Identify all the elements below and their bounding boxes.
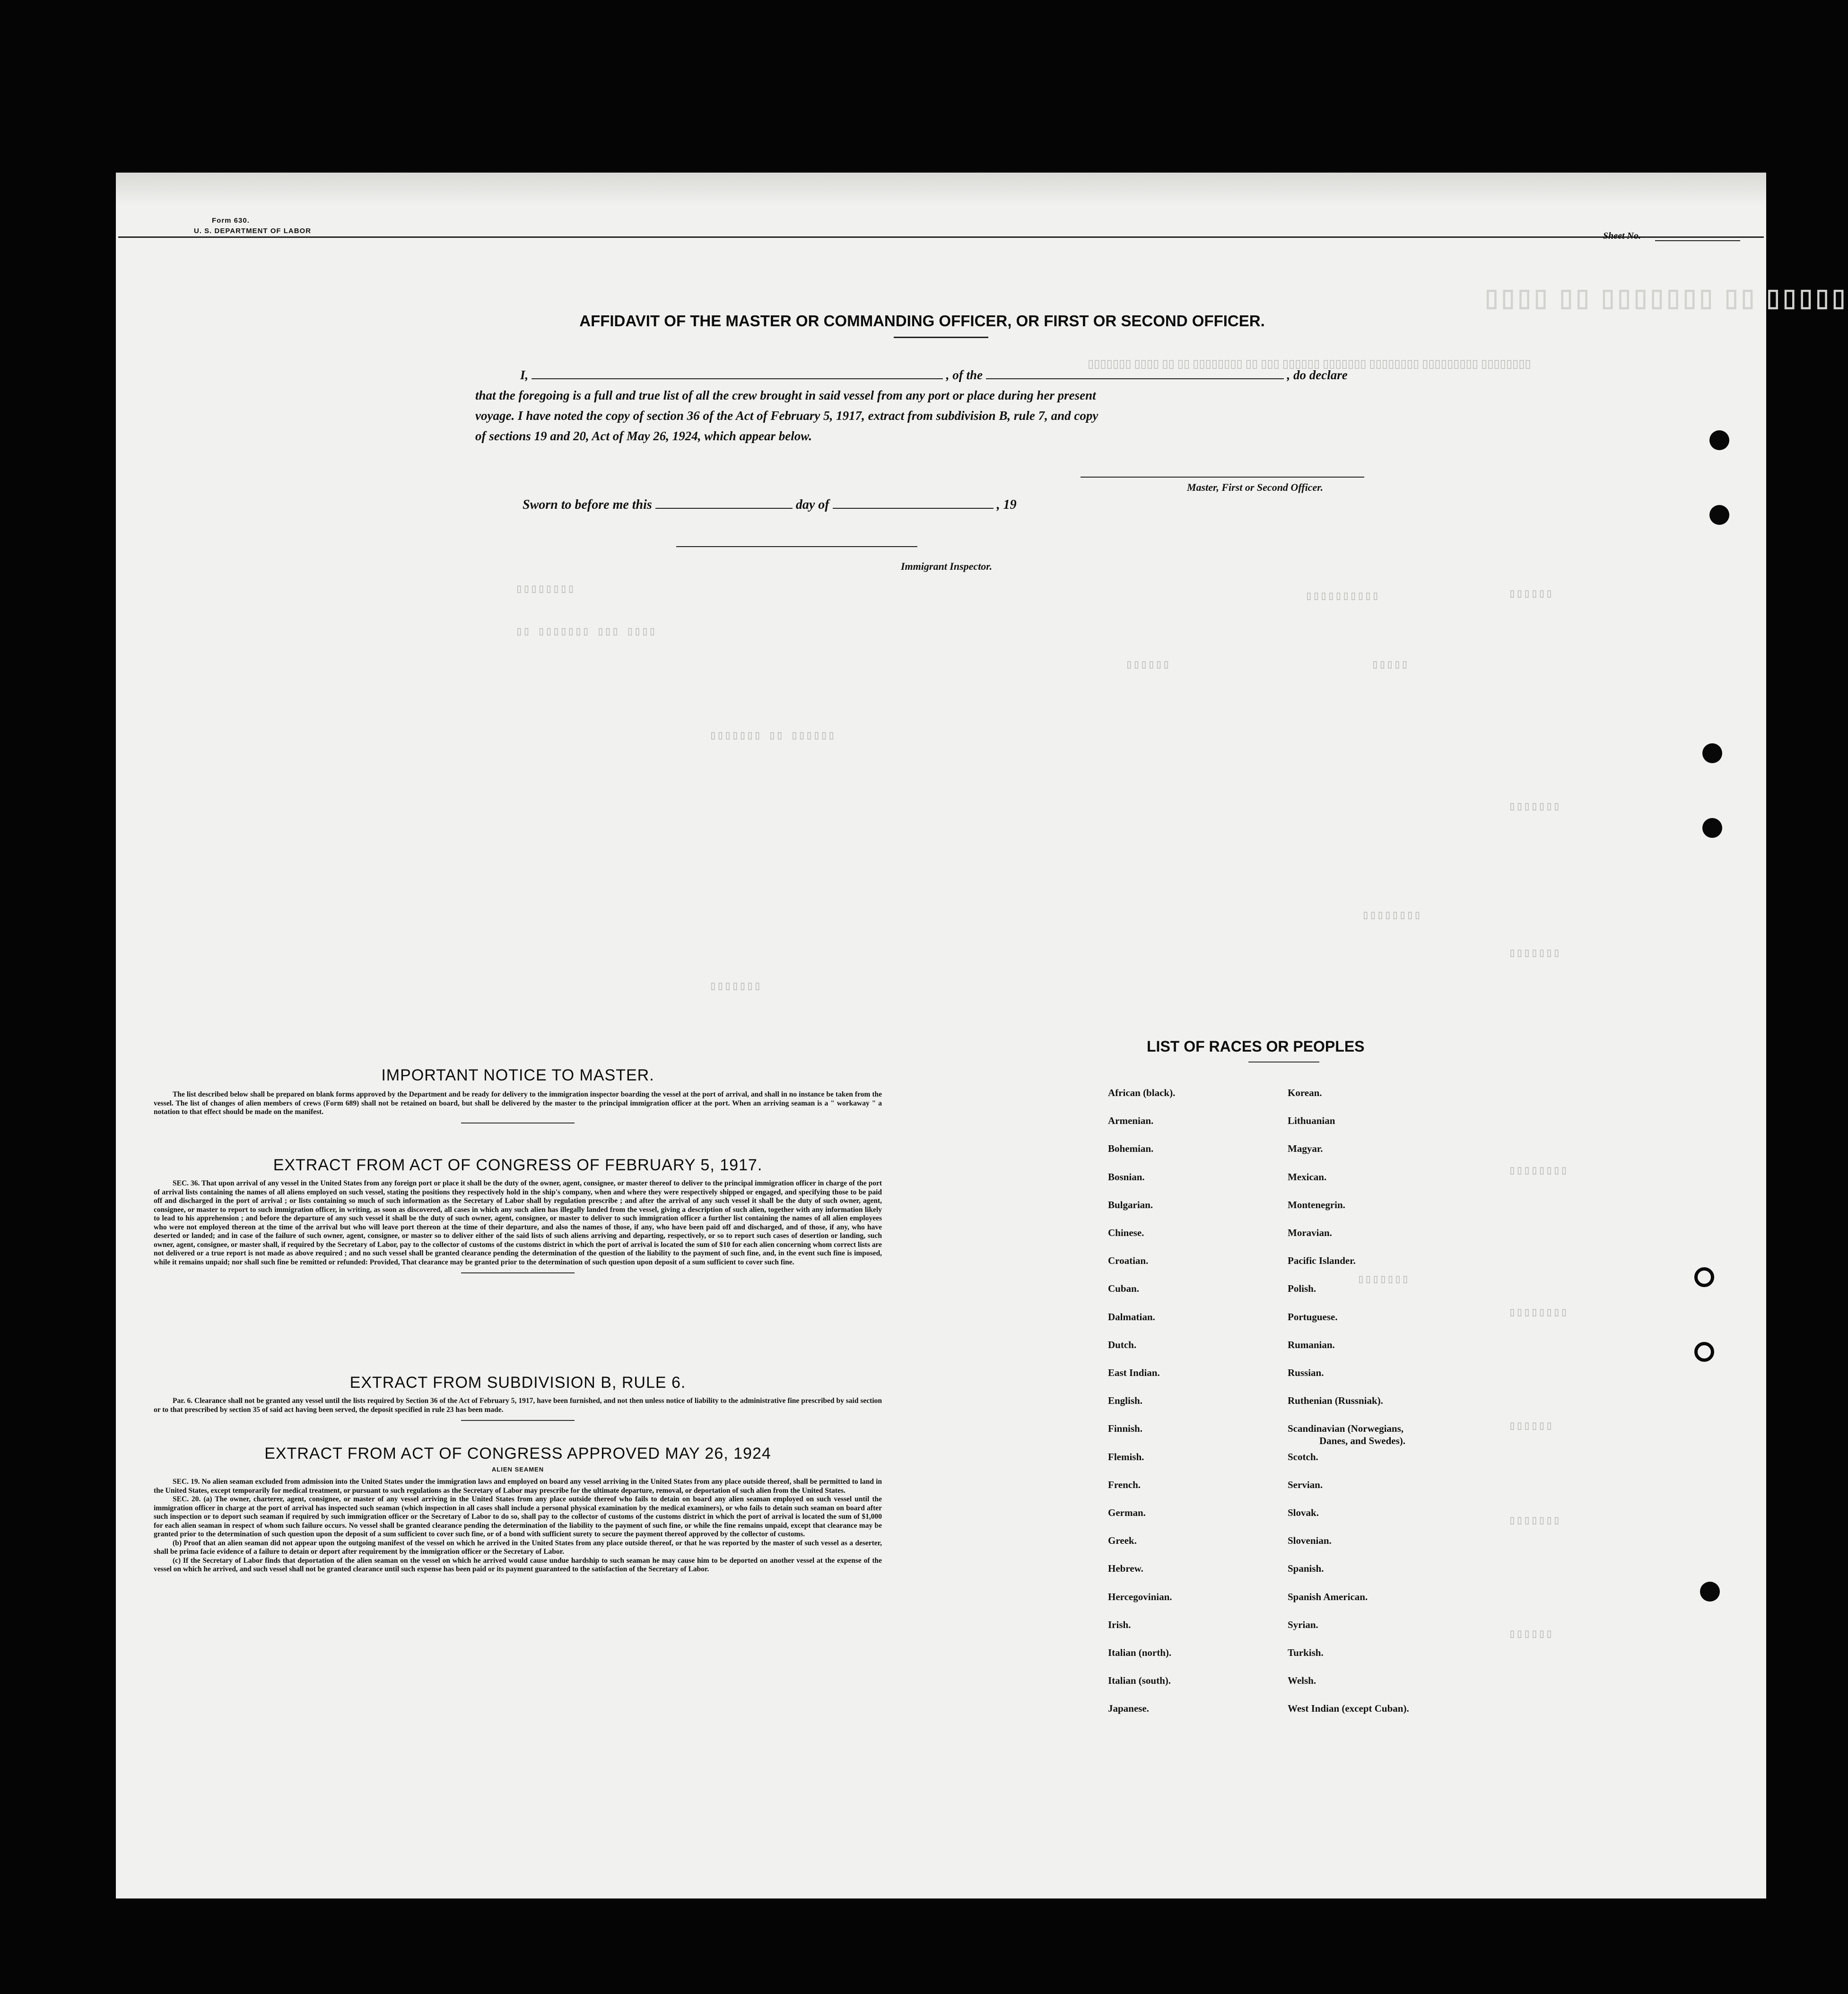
race-item: Hercegovinian. [1108, 1591, 1172, 1602]
race-item: Hebrew. [1108, 1563, 1143, 1575]
race-item: Japanese. [1108, 1703, 1149, 1715]
race-item: Italian (south). [1108, 1675, 1171, 1687]
header-rule [118, 236, 1764, 238]
race-item: Scotch. [1288, 1451, 1318, 1463]
race-item: Moravian. [1288, 1227, 1332, 1238]
affidavit-line-3: of sections 19 and 20, Act of May 26, 1924, which appear below. [475, 429, 812, 443]
punch-hole [1694, 1267, 1714, 1287]
race-item: Dalmatian. [1108, 1311, 1155, 1323]
extract-1917 [154, 1156, 882, 1279]
sheet-number-field [1655, 240, 1740, 241]
notice-to-master [154, 1066, 882, 1129]
extract-rule-6 [154, 1374, 882, 1427]
sworn-month-field [833, 497, 994, 509]
extract-1924-title: EXTRACT FROM ACT OF CONGRESS APPROVED MAY 26, 1924 [264, 1445, 771, 1463]
punch-hole [1709, 505, 1729, 525]
races-title: LIST OF RACES OR PEOPLES [1147, 1038, 1365, 1055]
race-item: Croatian. [1108, 1255, 1149, 1267]
race-item: French. [1108, 1479, 1141, 1490]
extract-1924-sec20b: (b) Proof that an alien seaman did not appear upon the outgoing manifest of the vessel on which he arrived in the United States from any place outside thereof, or that he was reported by the master of such vessel as a deserter, shall be prima facie evidence of a failure to detain or deport after requirement by the immigration officer or the Secretary of Labor. [154, 1539, 882, 1556]
race-item: Montenegrin. [1288, 1199, 1345, 1210]
race-item: Slovenian. [1288, 1535, 1332, 1547]
extract-1924-sec20a: SEC. 20. (a) The owner, charterer, agent, consignee, or master of any vessel arriving in the United States from any place outside thereof who fails to detain on board any alien seaman employed on such vessel until the immigration officer in charge at the port of arrival has inspected such seaman (which inspection in all cases shall include a personal physical examination by the medical examiners), or who fails to detain such seaman on board after such inspection or to deport such seaman if required by such immigration officer or the Secretary of Labor to do so, shall pay to the collector of customs of the customs district in which the port of arrival is located the sum of $1,000 for each alien seaman in respect of whom such failure occurs. No vessel shall be granted clearance pending the determination of the liability to the payment of such fine, or while the fine remains unpaid, except that clearance may be granted prior to the determination of such question upon the deposit of a sum sufficient to cover such fine, or of a bond with sufficient surety to secure the payment thereof approved by the collector of customs. [154, 1495, 882, 1538]
extract-1924 [154, 1445, 882, 1574]
affidavit-line-1: that the foregoing is a full and true list of all the crew brought in said vessel from any port or place during her present [475, 388, 1096, 402]
race-item: Russian. [1288, 1367, 1324, 1378]
extract-1924-sec20c: (c) If the Secretary of Labor finds that deportation of the alien seaman on the vessel on which he arrived would cause undue hardship to such seaman he may cause him to be deported on another vessel at the expense of the vessel on which he arrived, and such vessel shall not be granted clearance until such expense has been paid or its payment guaranteed to the satisfaction of the Secretary of Labor. [154, 1556, 882, 1573]
race-item: Cuban. [1108, 1283, 1139, 1295]
race-item: Finnish. [1108, 1423, 1142, 1435]
race-item: Portuguese. [1288, 1311, 1338, 1323]
race-item: Ruthenian (Russniak). [1288, 1395, 1383, 1407]
race-item: Spanish. [1288, 1563, 1324, 1575]
race-item: English. [1108, 1395, 1142, 1407]
race-item: Lithuanian [1288, 1115, 1335, 1127]
form-number: Form 630. [212, 217, 250, 225]
race-item: Welsh. [1288, 1675, 1316, 1687]
race-item: West Indian (except Cuban). [1288, 1703, 1409, 1715]
sworn-year-label: , 19 [996, 497, 1017, 512]
punch-hole [1702, 818, 1722, 838]
affidavit-line-2: voyage. I have noted the copy of section 36 of the Act of February 5, 1917, extract from subdivision B, rule 7, and copy [475, 409, 1098, 423]
sheet-number-label: Sheet No. [1603, 231, 1641, 241]
sworn-day-field [655, 497, 793, 509]
race-item: Polish. [1288, 1283, 1316, 1295]
race-item: Dutch. [1108, 1339, 1137, 1350]
extract-rule-6-text: Par. 6. Clearance shall not be granted any vessel until the lists required by Section 36 of the Act of February 5, 1917, have been furnished, and not then unless notice of liability to the administrative fine prescribed by said section or to that prescribed by section 35 of said act having been served, the deposit specified in rule 23 has been made. [154, 1397, 882, 1414]
sworn-statement [523, 497, 1017, 513]
race-item: Flemish. [1108, 1451, 1144, 1463]
race-item: East Indian. [1108, 1367, 1160, 1378]
signature-label: Master, First or Second Officer. [1187, 481, 1324, 493]
vessel-field [986, 368, 1284, 379]
race-item: Armenian. [1108, 1115, 1154, 1127]
affidavit-of-the: , of the [946, 368, 983, 382]
race-item: Turkish. [1288, 1647, 1324, 1658]
inspector-label: Immigrant Inspector. [901, 560, 993, 572]
form-header [194, 216, 311, 236]
department-name: U. S. DEPARTMENT OF LABOR [194, 227, 312, 235]
punch-hole [1694, 1342, 1714, 1362]
affidavit-do-declare: , do declare [1287, 368, 1348, 382]
race-item: Spanish American. [1288, 1591, 1368, 1602]
extract-1924-subtitle: ALIEN SEAMEN [491, 1466, 544, 1473]
race-item: Bulgarian. [1108, 1199, 1153, 1210]
race-item-continuation: Danes, and Swedes). [1319, 1435, 1406, 1447]
race-item: Irish. [1108, 1619, 1131, 1630]
section-rule [461, 1272, 575, 1273]
name-field [532, 368, 943, 379]
extract-rule-6-title: EXTRACT FROM SUBDIVISION B, RULE 6. [349, 1374, 686, 1392]
race-item: German. [1108, 1507, 1146, 1518]
race-item: Bohemian. [1108, 1143, 1154, 1155]
race-item: Servian. [1288, 1479, 1323, 1490]
inspector-signature-field [676, 546, 917, 547]
race-item: Rumanian. [1288, 1339, 1335, 1350]
affidavit-body [475, 365, 1402, 446]
race-item: Italian (north). [1108, 1647, 1172, 1658]
extract-1917-text: SEC. 36. That upon arrival of any vessel in the United States from any foreign port or place it shall be the duty of the owner, agent, consignee, or master thereof to deliver to the principal immigration officer in charge of the port of arrival lists containing the names of all aliens employed on such vessel, stating the positions they respectively hold in the ship's company, when and where they were respectively shipped or engaged, and specifying those to be paid off and discharged in the port of arrival ; or lists containing so much of such information as the Secretary of Labor shall by regulation prescribe ; and after the arrival of any such vessel it shall be the duty of such owner, agent, consignee, or master to report to such immigration officer, in writing, as soon as discovered, all cases in which any such alien has illegally landed from the vessel, giving a description of such alien, together with any information likely to lead to his apprehension ; and before the departure of any such vessel it shall be the duty of such owner, agent, consignee, or master to deliver to such immigration officer a further list containing the names of all alien employees who were not employed thereon at the time of the arrival but who will leave port thereon at the time of their departure, and also the names of those, if any, who have been paid off and discharged, and of those, if any, who have deserted or landed; and in case of the failure of such owner, agent, consignee, or master so to deliver either of the said lists of such aliens arriving and departing, respectively, or so to report such cases of desertion or landing, such owner, agent, consignee, or master shall, if required by the Secretary of Labor, pay to the collector of customs of the customs district in which the port of arrival is located the sum of $10 for each alien concerning whom correct lists are not delivered or a true report is not made as above required ; and no such vessel shall be granted clearance pending the determination of the question of the liability to the payment of such fine, and, in the event such fine is imposed, while it remains unpaid; nor shall such fine be remitted or refunded: Provided, That clearance may be granted prior to the determination of such question upon deposit of a sum sufficient to cover such fine. [154, 1179, 882, 1266]
race-item: Scandinavian (Norwegians, [1288, 1423, 1404, 1435]
race-item: Korean. [1288, 1087, 1322, 1098]
extract-1917-title: EXTRACT FROM ACT OF CONGRESS OF FEBRUARY 5, 1917. [273, 1156, 763, 1174]
affidavit-i-label: I, [520, 368, 529, 382]
race-item: Pacific Islander. [1288, 1255, 1356, 1267]
sworn-day-label: day of [795, 497, 829, 512]
race-item: Chinese. [1108, 1227, 1144, 1238]
race-item: Greek. [1108, 1535, 1137, 1547]
punch-hole [1709, 430, 1729, 450]
punch-hole [1700, 1582, 1720, 1602]
race-item: Mexican. [1288, 1171, 1327, 1183]
notice-title: IMPORTANT NOTICE TO MASTER. [381, 1066, 654, 1084]
sworn-prefix: Sworn to before me this [523, 497, 652, 512]
affidavit-title-rule [894, 337, 988, 338]
race-item: African (black). [1108, 1087, 1176, 1098]
affidavit-title: AFFIDAVIT OF THE MASTER OR COMMANDING OFFICER, OR FIRST OR SECOND OFFICER. [579, 312, 1265, 330]
race-item: Syrian. [1288, 1619, 1318, 1630]
section-rule [461, 1420, 575, 1421]
extract-1924-sec19: SEC. 19. No alien seaman excluded from admission into the United States under the immigration laws and employed on board any vessel arriving in the United States from any place outside thereof, shall be permitted to land in the United States, except temporarily for medical treatment, or pursuant to such regulations as the Secretary of Labor may prescribe for the ultimate departure, removal, or deportation of such alien from the United States. [154, 1478, 882, 1495]
punch-hole [1702, 743, 1722, 763]
race-item: Bosnian. [1108, 1171, 1145, 1183]
notice-text: The list described below shall be prepared on blank forms approved by the Department and be ready for delivery to the immigration inspector boarding the vessel at the port of arrival, and shall in no instance be taken from the vessel. The list of changes of alien members of crews (Form 689) shall not be retained on board, but shall be delivered by the master to the principal immigration officer at the port. When an arriving seaman is a " workaway " a notation to that effect should be made on the manifest. [154, 1090, 882, 1116]
page-top-edge [116, 173, 1766, 206]
race-item: Magyar. [1288, 1143, 1323, 1155]
race-item: Slovak. [1288, 1507, 1319, 1518]
signature-field [1081, 477, 1364, 478]
